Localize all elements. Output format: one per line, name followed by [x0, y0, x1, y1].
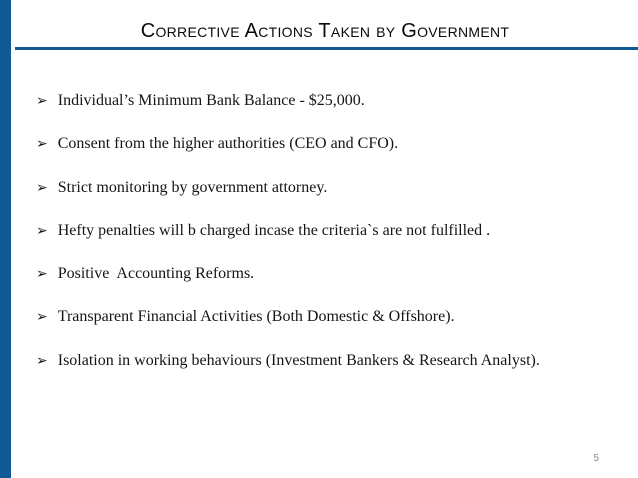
title-underline	[15, 47, 638, 50]
bullet-item: ➢ Strict monitoring by government attorney.	[36, 178, 328, 196]
arrow-bullet-icon: ➢	[36, 179, 48, 196]
bullet-item: ➢ Individual’s Minimum Bank Balance - $25,000.	[36, 92, 365, 109]
arrow-bullet-icon: ➢	[36, 309, 48, 326]
page-number: 5	[593, 453, 599, 464]
arrow-bullet-icon: ➢	[36, 93, 48, 109]
bullet-list	[36, 91, 616, 394]
arrow-bullet-icon: ➢	[36, 266, 48, 283]
bullet-item: ➢ Isolation in working behaviours (Investment Bankers & Research Analyst).	[36, 351, 540, 369]
bullet-item: ➢ Consent from the higher authorities (CEO and CFO).	[36, 135, 399, 153]
bullet-item: ➢ Positive Accounting Reforms.	[36, 265, 255, 283]
bullet-item: ➢ Hefty penalties will b charged incase the criteria`s are not fulfilled .	[36, 221, 491, 239]
arrow-bullet-icon: ➢	[36, 136, 48, 153]
bullet-item: ➢ Transparent Financial Activities (Both Domestic & Offshore).	[36, 308, 455, 326]
arrow-bullet-icon: ➢	[36, 222, 48, 239]
slide-title: Corrective Actions Taken by Government	[140, 20, 510, 42]
left-accent-bar	[0, 0, 11, 478]
arrow-bullet-icon: ➢	[36, 352, 48, 369]
